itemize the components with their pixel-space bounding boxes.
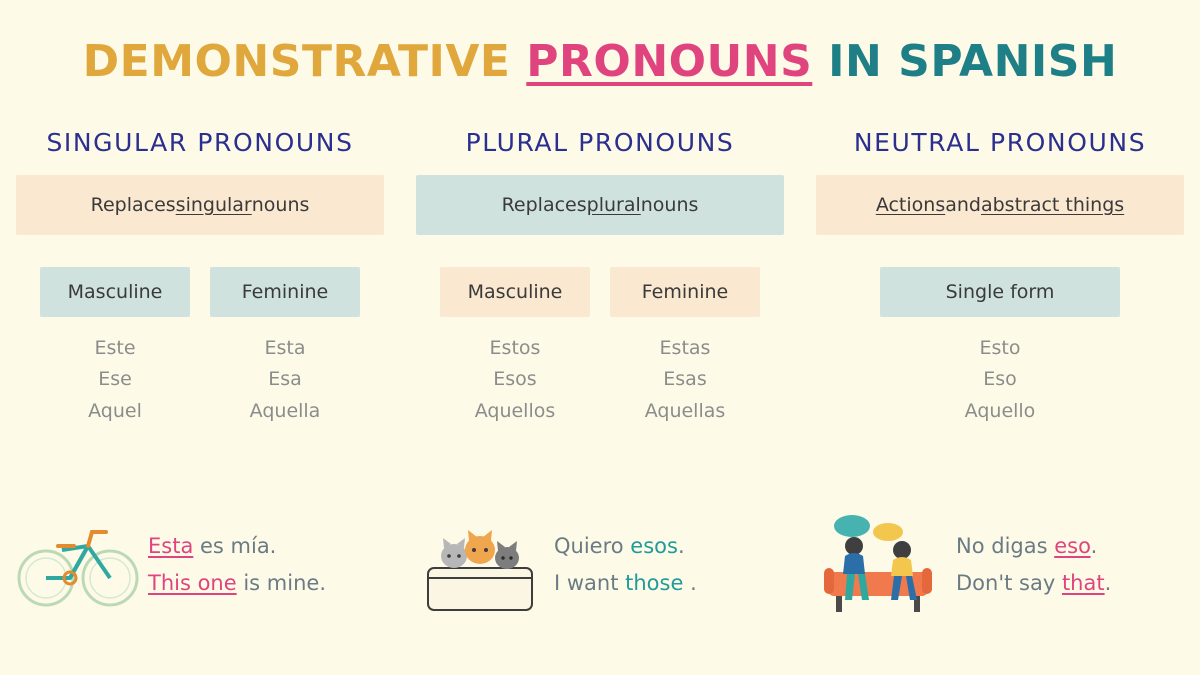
words-row-plural bbox=[416, 333, 784, 427]
description-band-neutral bbox=[816, 175, 1184, 235]
example-line2-pre: Don't say bbox=[956, 571, 1062, 595]
cats-on-box-icon bbox=[414, 510, 542, 620]
bicycle-icon bbox=[14, 510, 142, 620]
gender-row-neutral bbox=[816, 267, 1184, 317]
example-plural bbox=[400, 510, 800, 620]
words-feminine-plural bbox=[610, 333, 760, 427]
column-singular bbox=[0, 128, 400, 427]
desc-underline-singular: singular bbox=[175, 194, 252, 216]
desc-underline-abstract-things: abstract things bbox=[980, 194, 1125, 216]
word-item: Esto bbox=[979, 337, 1021, 359]
words-masculine-plural bbox=[440, 333, 590, 427]
gender-row-plural bbox=[416, 267, 784, 317]
gender-box-masculine-singular: Masculine bbox=[40, 267, 190, 317]
word-item: Este bbox=[94, 337, 136, 359]
example-line2-post: . bbox=[683, 571, 697, 595]
title-word-pronouns: PRONOUNS bbox=[526, 36, 813, 87]
word-item: Aquellos bbox=[474, 399, 556, 422]
example-line-english bbox=[554, 565, 697, 602]
example-line-english bbox=[148, 565, 326, 602]
example-line-spanish bbox=[554, 528, 697, 565]
example-highlight-esta: Esta bbox=[148, 534, 194, 559]
desc-post-singular: nouns bbox=[251, 194, 310, 216]
word-item: Eso bbox=[983, 368, 1017, 391]
words-single-form bbox=[880, 333, 1120, 427]
desc-mid-neutral: and bbox=[945, 194, 981, 216]
gender-box-feminine-plural: Feminine bbox=[610, 267, 760, 317]
description-band-plural bbox=[416, 175, 784, 235]
example-line-spanish bbox=[956, 528, 1111, 565]
desc-post-plural: nouns bbox=[640, 194, 699, 216]
example-text-singular bbox=[142, 528, 326, 602]
example-line-spanish bbox=[148, 528, 326, 565]
couple-on-sofa-icon bbox=[814, 510, 942, 620]
example-line2-post: is mine. bbox=[236, 571, 326, 595]
word-item: Esas bbox=[663, 368, 707, 391]
word-item: Aquella bbox=[249, 399, 321, 422]
example-line1-post: . bbox=[1090, 534, 1098, 559]
example-line2-pre: I want bbox=[554, 571, 626, 595]
column-heading-singular: SINGULAR PRONOUNS bbox=[46, 128, 354, 157]
desc-underline-actions: Actions bbox=[875, 194, 946, 216]
word-item: Estas bbox=[659, 337, 711, 359]
example-text-plural bbox=[542, 528, 697, 602]
word-item: Ese bbox=[98, 368, 132, 391]
words-row-singular bbox=[16, 333, 384, 427]
description-band-singular bbox=[16, 175, 384, 235]
word-item: Aquel bbox=[88, 399, 142, 422]
word-item: Aquello bbox=[964, 399, 1036, 422]
word-item: Esos bbox=[493, 368, 537, 391]
example-singular bbox=[0, 510, 400, 620]
example-highlight-this-one: This one bbox=[148, 571, 237, 595]
gender-box-feminine-singular: Feminine bbox=[210, 267, 360, 317]
example-line1-pre: No digas bbox=[956, 534, 1055, 559]
example-line1-post: . bbox=[677, 534, 685, 559]
desc-pre-singular: Replaces bbox=[90, 194, 176, 216]
example-line2-post: . bbox=[1104, 571, 1112, 595]
columns-container bbox=[0, 128, 1200, 427]
gender-box-single-form: Single form bbox=[880, 267, 1120, 317]
example-line1-pre: Quiero bbox=[554, 534, 631, 559]
example-line-english bbox=[956, 565, 1111, 602]
gender-row-singular bbox=[16, 267, 384, 317]
word-item: Esta bbox=[264, 337, 306, 359]
words-masculine-singular bbox=[40, 333, 190, 427]
example-neutral bbox=[800, 510, 1200, 620]
word-item: Aquellas bbox=[644, 399, 726, 422]
example-highlight-esos: esos bbox=[630, 534, 678, 559]
words-feminine-singular bbox=[210, 333, 360, 427]
desc-underline-plural: plural bbox=[586, 194, 641, 216]
title-word-demonstrative: DEMONSTRATIVE bbox=[82, 36, 511, 87]
column-heading-plural: PLURAL PRONOUNS bbox=[465, 128, 735, 157]
example-highlight-that: that bbox=[1061, 571, 1105, 595]
column-neutral bbox=[800, 128, 1200, 427]
example-highlight-eso: eso bbox=[1054, 534, 1091, 559]
word-item: Estos bbox=[489, 337, 541, 359]
gender-box-masculine-plural: Masculine bbox=[440, 267, 590, 317]
title-word-in-spanish: IN SPANISH bbox=[828, 36, 1118, 87]
example-line1-post: es mía. bbox=[193, 534, 277, 559]
example-text-neutral bbox=[942, 528, 1111, 602]
desc-pre-plural: Replaces bbox=[501, 194, 587, 216]
words-row-neutral bbox=[816, 333, 1184, 427]
column-plural bbox=[400, 128, 800, 427]
example-highlight-those: those bbox=[625, 571, 684, 595]
word-item: Esa bbox=[268, 368, 302, 391]
page-title bbox=[0, 0, 1200, 87]
examples-container bbox=[0, 510, 1200, 620]
column-heading-neutral: NEUTRAL PRONOUNS bbox=[853, 128, 1147, 157]
